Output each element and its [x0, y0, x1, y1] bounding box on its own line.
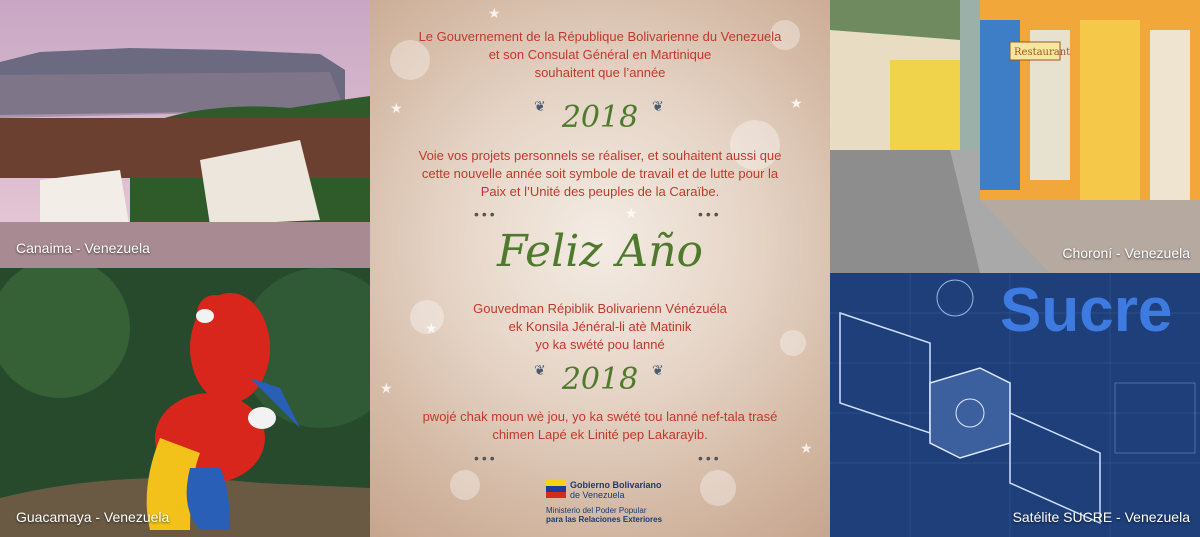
logo-line-1: Gobierno Bolivariano	[570, 480, 662, 490]
creole-line-3: yo ka swété pou lanné	[535, 337, 665, 352]
creole-line-2: ek Konsila Jénéral-li atè Matinik	[508, 319, 692, 334]
para1-line-3: Paix et l’Unité des peuples de la Caraïbe.	[480, 184, 720, 199]
para1-line-1: Voie vos projets personnels se réaliser, et souhaitent aussi que	[418, 148, 782, 163]
guacamaya-photo	[0, 268, 370, 537]
dots-right-2: •••	[698, 450, 722, 466]
choroni-photo	[830, 0, 1200, 273]
flag-icon	[546, 478, 566, 500]
laurel-left-icon: ❦	[534, 98, 546, 114]
year-2018-top: 2018	[561, 100, 639, 135]
canaima-photo	[0, 0, 370, 268]
creole-line-5: chimen Lapé ek Linité pep Lakarayib.	[492, 427, 708, 442]
feliz-ano-title: Feliz Año	[496, 226, 704, 277]
creole-line-4: pwojé chak moun wè jou, yo ka swété tou lanné nef-tala trasé	[422, 409, 778, 424]
dots-right: •••	[698, 206, 722, 222]
canaima-caption: Canaima - Venezuela	[16, 240, 150, 256]
greeting-line-3: souhaitent que l’année	[534, 65, 666, 80]
year-2018-bottom: 2018	[561, 362, 639, 397]
logo-line-3: Ministerio del Poder Popular	[546, 506, 647, 515]
laurel-right-icon: ❦	[652, 98, 664, 114]
para1-line-2: cette nouvelle année soit symbole de travail et de lutte pour la	[421, 166, 779, 181]
gobierno-logo	[546, 478, 686, 528]
greeting-line-1: Le Gouvernement de la République Bolivarienne du Venezuela	[418, 29, 782, 44]
restaurant-sign: Restaurant	[1014, 47, 1071, 58]
dots-left: •••	[474, 206, 498, 222]
greeting-line-2: et son Consulat Général en Martinique	[488, 47, 712, 62]
logo-line-2: de Venezuela	[570, 490, 625, 500]
sucre-word: Sucre	[1000, 276, 1173, 345]
greeting-panel: ★ ★ ★ ★ ★ ★ ★ Le Gouvernement de la République Bolivarienne du Venezuela et son Consulat Général en Martinique souhaitent que l’année ❦ ❦ 2018 Voie vos projets personnels se réaliser, et souhaitent aussi que cette nouvelle année soit symbole de travail et de lutte pour la Paix et l’Unité des peuples de la Caraïbe. ••• ••• Feliz Año Gouvedman Répiblik Bolivarienn Vénézuéla ek Konsila Jénéral-li atè Matinik yo ka swété pou lanné ❦ ❦ 2018 pwojé chak moun wè jou, yo ka swété tou lanné nef-tala trasé chimen Lapé ek Linité pep Lakarayib. ••• ••• Gobierno Bolivariano de Venezuela Ministerio del Poder Popular para las Relaciones Exteriores	[370, 0, 830, 537]
dots-left-2: •••	[474, 450, 498, 466]
choroni-caption: Choroní - Venezuela	[1062, 245, 1190, 261]
satellite-photo	[830, 273, 1200, 537]
laurel-right-icon-2: ❦	[652, 362, 664, 378]
guacamaya-caption: Guacamaya - Venezuela	[16, 509, 170, 525]
logo-line-4: para las Relaciones Exteriores	[546, 515, 663, 524]
creole-line-1: Gouvedman Répiblik Bolivarienn Vénézuéla	[473, 301, 727, 316]
satellite-caption: Satélite SUCRE - Venezuela	[1012, 509, 1190, 525]
laurel-left-icon-2: ❦	[534, 362, 546, 378]
